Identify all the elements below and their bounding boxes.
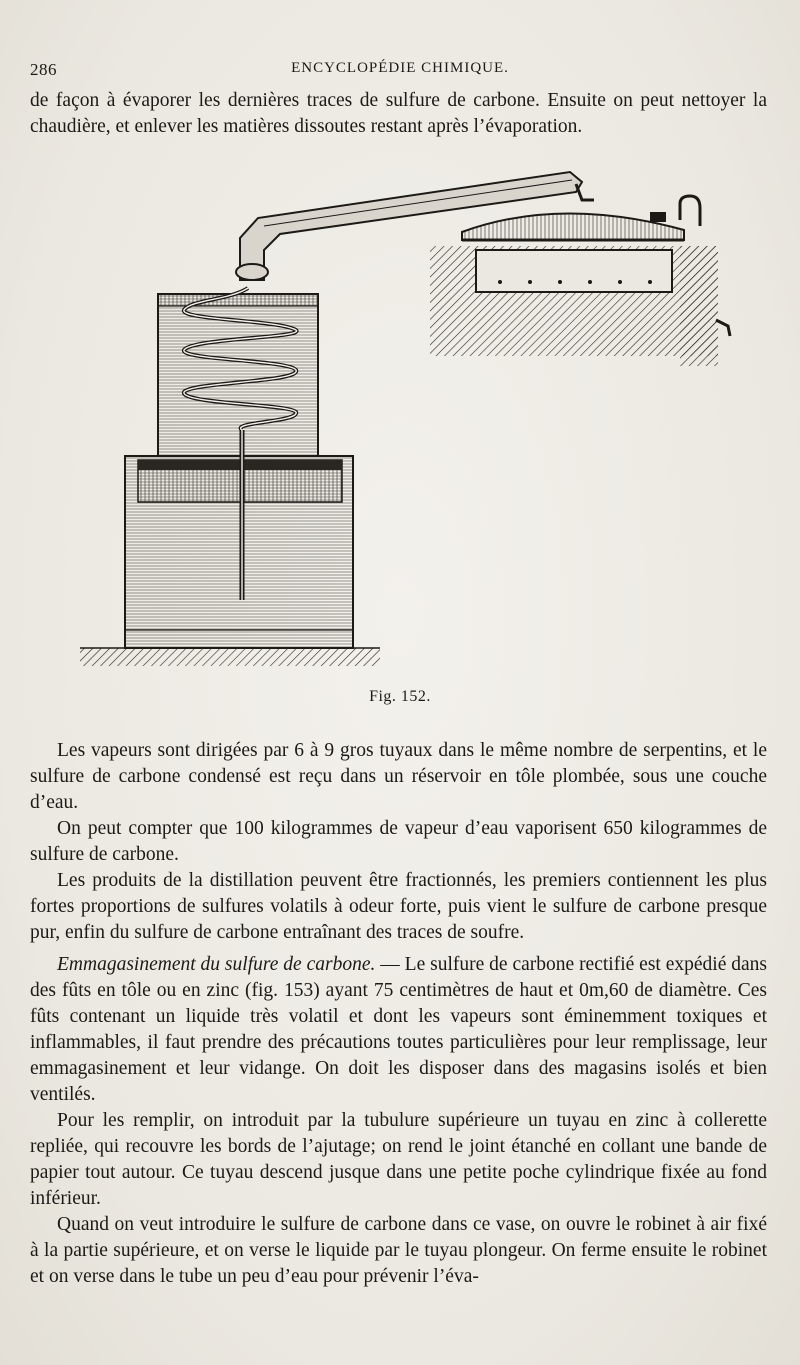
section-paragraph [30,952,767,1108]
receiver-tank [125,456,353,648]
paragraph: Les produits de la distillation peuvent être fractionnés, les premiers contiennent les plus fortes proportions de sulfures volatils à odeur forte, puis vient le sulfure de carbone presque pur, enfin du sulfure de carbone entraînant des traces de soufre. [30,870,767,943]
top-text [30,88,767,140]
distillation-apparatus-illustration [80,160,750,680]
paragraph: On peut compter que 100 kilogrammes de vapeur d’eau vaporisent 650 kilogrammes de sulfure de carbone. [30,818,767,865]
page-header [0,60,800,84]
body-text [30,738,767,1290]
paragraph: Les vapeurs sont dirigées par 6 à 9 gros tuyaux dans le même nombre de serpentins, et le sulfure de carbone condensé est reçu dans un réservoir en tôle plombée, sous une couche d’eau. [30,740,767,813]
figure-caption: Fig. 152. [369,688,431,705]
ground-hatching [80,648,380,666]
top-paragraph: de façon à évaporer les dernières traces de sulfure de carbone. Ensuite on peut nettoyer la chaudière, et enlever les matières dissoutes restant après l’évaporation. [30,90,767,137]
page-number: 286 [30,60,57,79]
paragraph: Pour les remplir, on introduit par la tubulure supérieure un tuyau en zinc à collerette repliée, qui recouvre les bords de l’ajutage; on rend le joint étanché en collant une bande de papier tout autour. Ce tuyau descend jusque dans une petite poche cylindrique fixée au fond inférieur. [30,1110,767,1209]
section-body: — Le sulfure de carbone rectifié est expédié dans des fûts en tôle ou en zinc (fig. 153) ayant 75 centimètres de haut et 0m,60 de diamètre. Ces fûts contenant un liquide très volatil et dont les vapeurs sont éminemment toxiques et inflammables, il faut prendre des précautions toutes particulières pour leur remplissage, leur emmagasinement et leur vidange. On doit les disposer dans des magasins isolés et bien ventilés. [30,954,768,1105]
still-boiler [430,196,730,366]
section-heading: Emmagasinement du sulfure de carbone. [57,954,376,975]
paragraph: Quand on veut introduire le sulfure de carbone dans ce vase, on ouvre le robinet à air fixé à la partie supérieure, et on verse le liquide par le tuyau plongeur. On ferme ensuite le robinet et on verse dans le tube un peu d’eau pour prévenir l’éva- [30,1214,767,1287]
running-title: ENCYCLOPÉDIE CHIMIQUE. [291,60,509,76]
